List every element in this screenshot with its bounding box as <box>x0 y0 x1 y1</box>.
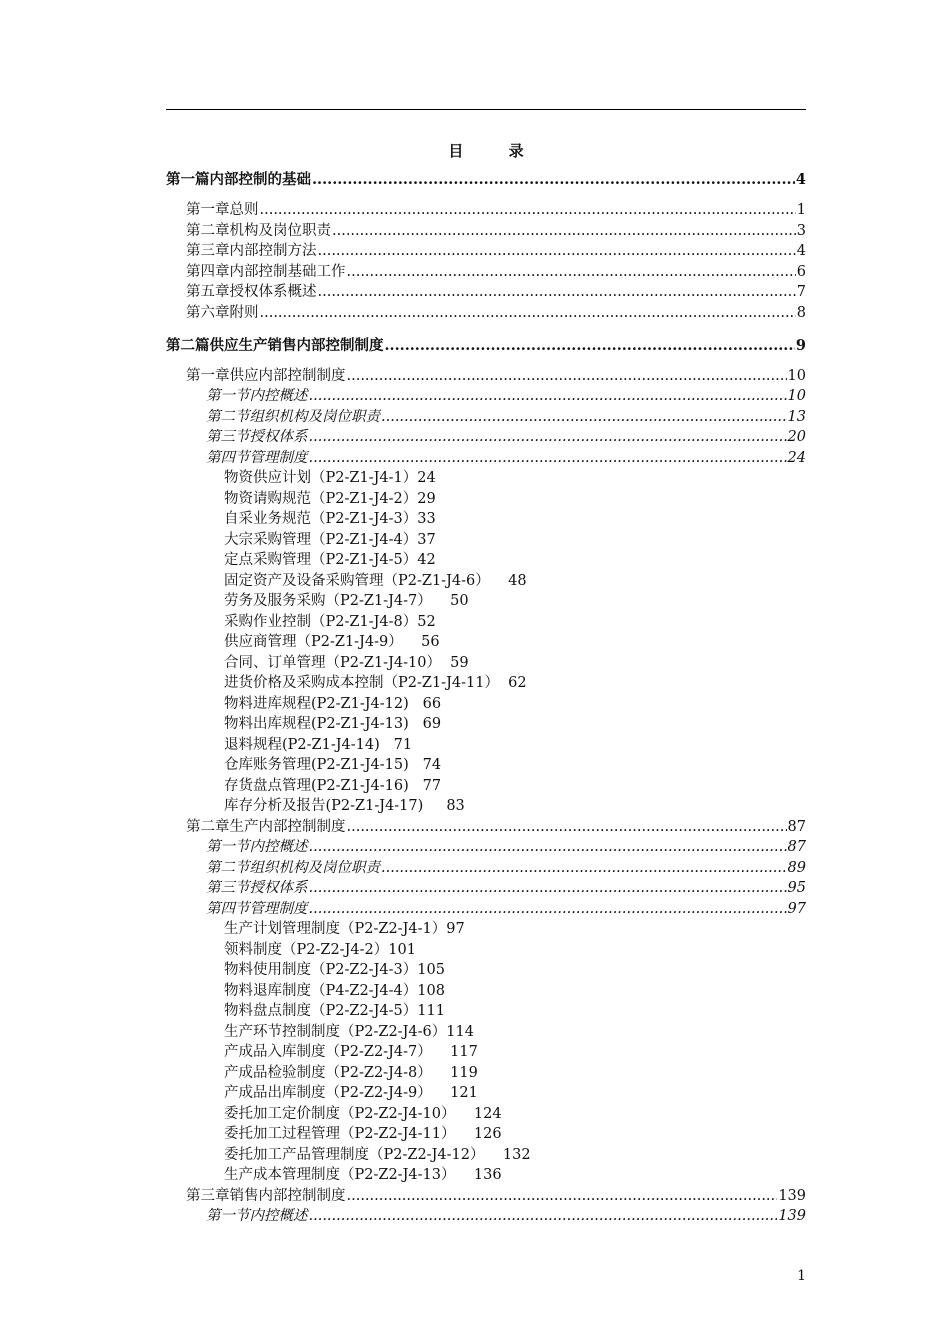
toc-entry-item[interactable] <box>224 694 441 714</box>
toc-entry-chapter[interactable] <box>186 366 806 386</box>
toc-leader-dots <box>347 1186 778 1206</box>
toc-entry-number: 第一篇 <box>166 171 210 188</box>
toc-entry-title: 组织机构及岗位职责 <box>249 859 380 876</box>
toc-entry-title: 委托加工产品管理制度（P2-Z2-J4-12） 132 <box>224 1146 531 1163</box>
toc-entry-page: 7 <box>796 284 806 300</box>
toc-entry-page: 3 <box>796 222 806 239</box>
toc-entry-chapter[interactable] <box>186 1186 806 1206</box>
toc-entry-chapter[interactable] <box>186 303 806 323</box>
toc-entry-title: 固定资产及设备采购管理（P2-Z1-J4-6） 48 <box>224 572 527 589</box>
toc-leader-dots <box>347 262 796 282</box>
toc-entry-page: 8 <box>796 304 806 321</box>
page-number: 1 <box>797 1268 806 1284</box>
toc-entry-number: 第一节 <box>206 1208 250 1224</box>
toc-entry-title: 存货盘点管理(P2-Z1-J4-16) 77 <box>224 777 442 794</box>
toc-entry-page: 13 <box>787 408 806 425</box>
toc-entry-item[interactable] <box>224 1124 502 1144</box>
toc-entry-item[interactable] <box>224 1042 478 1062</box>
toc-entry-item[interactable] <box>224 981 445 1001</box>
toc-entry-title: 物料出库规程(P2-Z1-J4-13) 69 <box>224 716 442 732</box>
toc-entry-item[interactable] <box>224 735 412 755</box>
toc-entry-section[interactable] <box>206 448 806 468</box>
toc-entry-section[interactable] <box>206 427 806 447</box>
toc-entry-title: 劳务及服务采购（P2-Z1-J4-7） 50 <box>224 593 469 609</box>
toc-entry-item[interactable] <box>224 1165 502 1185</box>
toc-entry-page: 89 <box>787 859 806 876</box>
toc-entry-title: 生产环节控制制度（P2-Z2-J4-6）114 <box>224 1023 474 1040</box>
toc-entry-item[interactable] <box>224 714 441 734</box>
toc-entry-title: 物资供应计划（P2-Z1-J4-1）24 <box>224 470 436 486</box>
toc-entry-page: 139 <box>778 1187 806 1204</box>
toc-entry-page: 9 <box>795 336 806 354</box>
toc-entry-item[interactable] <box>224 1022 474 1042</box>
toc-entry-title: 内控概述 <box>249 1208 308 1224</box>
toc-entry-title: 内部控制的基础 <box>209 171 311 188</box>
toc-entry-title: 进货价格及采购成本控制（P2-Z1-J4-11） 62 <box>224 675 527 691</box>
toc-entry-section[interactable] <box>206 858 806 878</box>
toc-entry-item[interactable] <box>224 509 436 529</box>
toc-entry-section[interactable] <box>206 1206 806 1226</box>
toc-entry-title: 产成品检验制度（P2-Z2-J4-8） 119 <box>224 1064 478 1081</box>
toc-leader-dots <box>309 878 787 898</box>
toc-entry-number: 第五章 <box>186 284 230 300</box>
toc-entry-part[interactable] <box>166 336 806 356</box>
toc-entry-chapter[interactable] <box>186 262 806 282</box>
toc-entry-section[interactable] <box>206 837 806 857</box>
toc-leader-dots <box>312 170 795 190</box>
toc-entry-title: 总则 <box>229 202 259 218</box>
toc-entry-number: 第三章 <box>186 243 230 259</box>
toc-entry-title: 授权体系 <box>249 880 308 896</box>
toc-entry-title: 生产内部控制制度 <box>229 818 346 835</box>
toc-entry-number: 第二篇 <box>166 336 210 354</box>
toc-entry-title: 生产成本管理制度（P2-Z2-J4-13） 136 <box>224 1167 502 1183</box>
toc-entry-item[interactable] <box>224 940 416 960</box>
toc-entry-title: 采购作业控制（P2-Z1-J4-8）52 <box>224 613 436 630</box>
toc-entry-title: 附则 <box>229 304 259 321</box>
toc-entry-page: 10 <box>787 388 806 404</box>
toc-entry-title: 内控概述 <box>249 388 308 404</box>
toc-entry-item[interactable] <box>224 632 440 652</box>
toc-entry-number: 第二节 <box>206 859 250 876</box>
toc-entry-page: 20 <box>787 429 806 445</box>
toc-entry-title: 内部控制基础工作 <box>229 263 346 280</box>
toc-entry-title: 产成品入库制度（P2-Z2-J4-7） 117 <box>224 1044 478 1060</box>
toc-entry-chapter[interactable] <box>186 221 806 241</box>
toc-leader-dots <box>309 427 787 447</box>
toc-entry-page: 87 <box>787 839 806 855</box>
toc-leader-dots <box>309 899 787 919</box>
toc-entry-number: 第二章 <box>186 818 230 835</box>
toc-entry-title: 授权体系概述 <box>229 284 317 300</box>
toc-entry-number: 第三章 <box>186 1187 230 1204</box>
toc-entry-title: 物料使用制度（P2-Z2-J4-3）105 <box>224 962 445 978</box>
toc-entry-item[interactable] <box>224 489 436 509</box>
toc-entry-title: 仓库账务管理(P2-Z1-J4-15) 74 <box>224 757 442 773</box>
toc-entry-title: 库存分析及报告(P2-Z1-J4-17) 83 <box>224 798 465 814</box>
toc-entry-title: 管理制度 <box>249 449 308 466</box>
toc-leader-dots <box>318 282 796 302</box>
toc-entry-page: 4 <box>795 171 806 188</box>
toc-entry-chapter[interactable] <box>186 241 806 261</box>
toc-leader-dots <box>318 241 796 261</box>
toc-entry-part[interactable] <box>166 170 806 190</box>
toc-entry-page: 10 <box>787 367 806 384</box>
header-rule <box>166 109 806 110</box>
toc-title: 目 录 <box>448 142 544 160</box>
toc-leader-dots <box>347 817 787 837</box>
toc-entry-item[interactable] <box>224 1104 502 1124</box>
toc-entry-item[interactable] <box>224 960 445 980</box>
toc-entry-page: 97 <box>787 900 806 917</box>
toc-entry-item[interactable] <box>224 1063 478 1083</box>
toc-entry-item[interactable] <box>224 1083 478 1103</box>
toc-leader-dots <box>309 1206 778 1226</box>
toc-entry-title: 领料制度（P2-Z2-J4-2）101 <box>224 941 416 958</box>
toc-entry-chapter[interactable] <box>186 282 806 302</box>
toc-entry-title: 自采业务规范（P2-Z1-J4-3）33 <box>224 511 436 527</box>
toc-entry-page: 87 <box>787 818 806 835</box>
toc-entry-title: 物资请购规范（P2-Z1-J4-2）29 <box>224 490 436 507</box>
toc-entry-title: 委托加工过程管理（P2-Z2-J4-11） 126 <box>224 1126 502 1142</box>
toc-entry-title: 供应生产销售内部控制制度 <box>209 336 384 354</box>
toc-entry-number: 第四节 <box>206 449 250 466</box>
toc-entry-item[interactable] <box>224 1145 531 1165</box>
toc-entry-item[interactable] <box>224 571 527 591</box>
toc-entry-item[interactable] <box>224 550 436 570</box>
toc-entry-number: 第一节 <box>206 388 250 404</box>
toc-entry-item[interactable] <box>224 755 441 775</box>
toc-entry-item[interactable] <box>224 776 441 796</box>
toc-entry-item[interactable] <box>224 653 469 673</box>
toc-entry-title: 销售内部控制制度 <box>229 1187 346 1204</box>
toc-leader-dots <box>260 200 796 220</box>
toc-entry-title: 生产计划管理制度（P2-Z2-J4-1）97 <box>224 921 465 937</box>
toc-entry-title: 合同、订单管理（P2-Z1-J4-10） 59 <box>224 654 469 671</box>
toc-leader-dots <box>309 837 787 857</box>
toc-entry-title: 内部控制方法 <box>229 243 317 259</box>
toc-entry-title: 机构及岗位职责 <box>229 222 331 239</box>
toc-entry-title: 供应商管理（P2-Z1-J4-9） 56 <box>224 634 440 650</box>
toc-entry-number: 第一章 <box>186 367 230 384</box>
toc-entry-number: 第一节 <box>206 839 250 855</box>
toc-entry-item[interactable] <box>224 1001 445 1021</box>
toc-entry-title: 委托加工定价制度（P2-Z2-J4-10） 124 <box>224 1105 502 1122</box>
toc-leader-dots <box>381 858 787 878</box>
toc-leader-dots <box>385 336 795 356</box>
toc-entry-title: 定点采购管理（P2-Z1-J4-5）42 <box>224 552 436 568</box>
toc-entry-page: 4 <box>796 243 806 259</box>
toc-entry-number: 第一章 <box>186 202 230 218</box>
toc-entry-title: 产成品出库制度（P2-Z2-J4-9） 121 <box>224 1085 478 1101</box>
toc-entry-title: 物料进库规程(P2-Z1-J4-12) 66 <box>224 695 442 712</box>
toc-entry-title: 授权体系 <box>249 429 308 445</box>
toc-entry-section[interactable] <box>206 878 806 898</box>
toc-entry-item[interactable] <box>224 530 436 550</box>
toc-entry-section[interactable] <box>206 407 806 427</box>
toc-entry-title: 物料盘点制度（P2-Z2-J4-5）111 <box>224 1003 445 1019</box>
toc-entry-item[interactable] <box>224 612 436 632</box>
toc-entry-chapter[interactable] <box>186 817 806 837</box>
toc-entry-title: 物料退库制度（P4-Z2-J4-4）108 <box>224 982 445 999</box>
toc-entry-number: 第四章 <box>186 263 230 280</box>
toc-entry-page: 24 <box>787 449 806 466</box>
toc-entry-number: 第二节 <box>206 408 250 425</box>
toc-entry-title: 组织机构及岗位职责 <box>249 408 380 425</box>
toc-leader-dots <box>347 366 787 386</box>
toc-entry-item[interactable] <box>224 796 465 816</box>
toc-entry-page: 6 <box>796 263 806 280</box>
toc-leader-dots <box>309 448 787 468</box>
toc-entry-title: 管理制度 <box>249 900 308 917</box>
toc-entry-number: 第二章 <box>186 222 230 239</box>
toc-leader-dots <box>332 221 796 241</box>
toc-entry-title: 内控概述 <box>249 839 308 855</box>
toc-entry-page: 139 <box>778 1208 806 1224</box>
toc-entry-item[interactable] <box>224 468 436 488</box>
toc-entry-item[interactable] <box>224 919 465 939</box>
toc-entry-number: 第三节 <box>206 429 250 445</box>
toc-leader-dots <box>309 386 787 406</box>
toc-entry-number: 第六章 <box>186 304 230 321</box>
toc-entry-page: 95 <box>787 880 806 896</box>
toc-entry-number: 第三节 <box>206 880 250 896</box>
toc-entry-number: 第四节 <box>206 900 250 917</box>
toc-entry-item[interactable] <box>224 591 469 611</box>
toc-entry-title: 大宗采购管理（P2-Z1-J4-4）37 <box>224 531 436 548</box>
toc-leader-dots <box>381 407 787 427</box>
toc-entry-section[interactable] <box>206 386 806 406</box>
toc-entry-title: 供应内部控制制度 <box>229 367 346 384</box>
toc-leader-dots <box>260 303 796 323</box>
toc-entry-item[interactable] <box>224 673 527 693</box>
toc-entry-page: 1 <box>796 202 806 218</box>
toc-entry-section[interactable] <box>206 899 806 919</box>
toc-entry-title: 退料规程(P2-Z1-J4-14) 71 <box>224 736 413 753</box>
toc-entry-chapter[interactable] <box>186 200 806 220</box>
